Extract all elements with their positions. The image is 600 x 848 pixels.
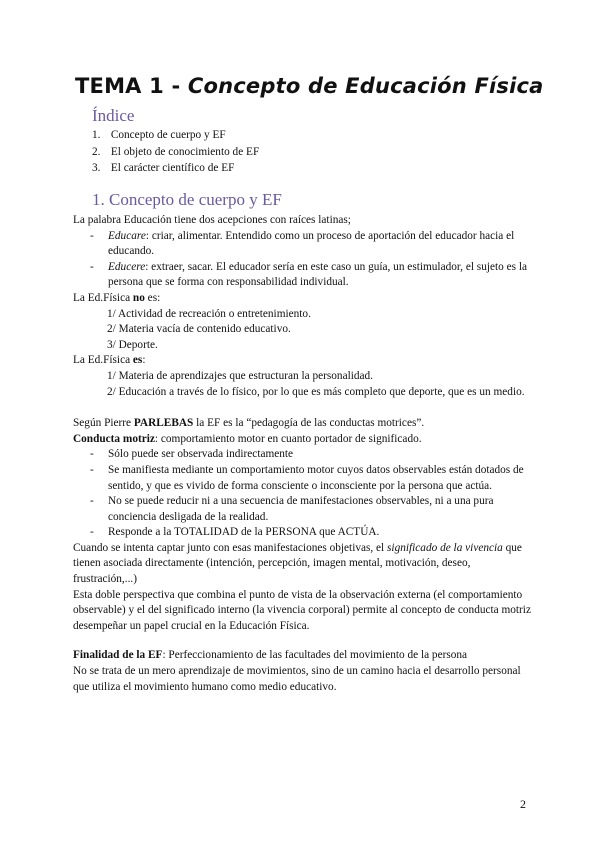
parlebas-line: Según Pierre PARLEBAS la EF es la “pedagogía de las conductas motrices”. xyxy=(73,417,425,430)
list-item: - Educare: criar, alimentar. Entendido como un proceso de aportación del educador hacia el educando. xyxy=(73,229,533,260)
conducta-line: Conducta motriz: comportamiento motor en cuanto portador de significado. xyxy=(73,432,422,445)
es-line: La Ed.Física es: xyxy=(73,354,146,367)
list-item: 2/ Materia vacía de contenido educativo. xyxy=(107,323,291,336)
finalidad-line: Finalidad de la EF: Perfeccionamiento de las facultades del movimiento de la persona xyxy=(73,649,468,662)
spacer xyxy=(73,634,533,648)
list-item: 1/ Materia de aprendizajes que estructuran la personalidad. xyxy=(107,369,373,382)
toc-item: 2. El objeto de conocimiento de EF xyxy=(92,145,260,158)
document-title xyxy=(75,74,544,98)
captar-paragraph: Cuando se intenta captar junto con esas manifestaciones objetivas, el significado de la vivencia que tienen asociada directamente (intención, percepción, imagen mental, motivación, deseo, frustración,...) xyxy=(73,541,522,586)
list-item: 1/ Actividad de recreación o entretenimiento. xyxy=(107,307,311,320)
list-item: - No se puede reducir ni a una secuencia de manifestaciones observables, ni a una pura conciencia desligada de la realidad. xyxy=(73,494,533,525)
list-item: 3/ Deporte. xyxy=(107,338,158,351)
title-main: Concepto de Educación Física xyxy=(187,74,544,98)
toc-item: 3. El carácter científico de EF xyxy=(92,162,235,174)
list-item: - Educere: extraer, sacar. El educador sería en este caso un guía, un estimulador, el sujeto es la persona que se forma con responsabilidad individual. xyxy=(73,260,533,291)
final-paragraph: No se trata de un mero aprendizaje de movimientos, sino de un camino hacia el desarrollo personal que utiliza el movimiento humano como medio educativo. xyxy=(73,665,521,693)
no-es-line: La Ed.Física no es: xyxy=(73,291,161,304)
section-body xyxy=(73,213,533,695)
indice-heading: Índice xyxy=(92,106,135,125)
toc-item: 1. Concepto de cuerpo y EF xyxy=(92,129,226,141)
page-number: 2 xyxy=(520,797,526,811)
list-item: 2/ Educación a través de lo físico, por lo que es más completo que deporte, que es un medio. xyxy=(107,385,525,398)
title-prefix: TEMA 1 - xyxy=(75,74,188,98)
intro-paragraph: La palabra Educación tiene dos acepciones con raíces latinas; xyxy=(73,214,351,226)
doble-paragraph: Esta doble perspectiva que combina el punto de vista de la observación externa (el comportamiento observable) y el del significado interno (la vivencia corporal) permite al concepto de conducta motriz desempeñar un papel crucial en la Educación Física. xyxy=(73,588,531,632)
list-item: - Responde a la TOTALIDAD de la PERSONA que ACTÚA. xyxy=(73,525,533,541)
spacer xyxy=(73,400,533,416)
section-heading: 1. Concepto de cuerpo y EF xyxy=(92,190,282,209)
list-item: - Sólo puede ser observada indirectamente xyxy=(73,447,533,463)
table-of-contents xyxy=(92,127,259,177)
list-item: - Se manifiesta mediante un comportamiento motor cuyos datos observables están dotados de sentido, y que es vivido de forma consciente o inconsciente por la persona que actúa. xyxy=(73,463,533,494)
